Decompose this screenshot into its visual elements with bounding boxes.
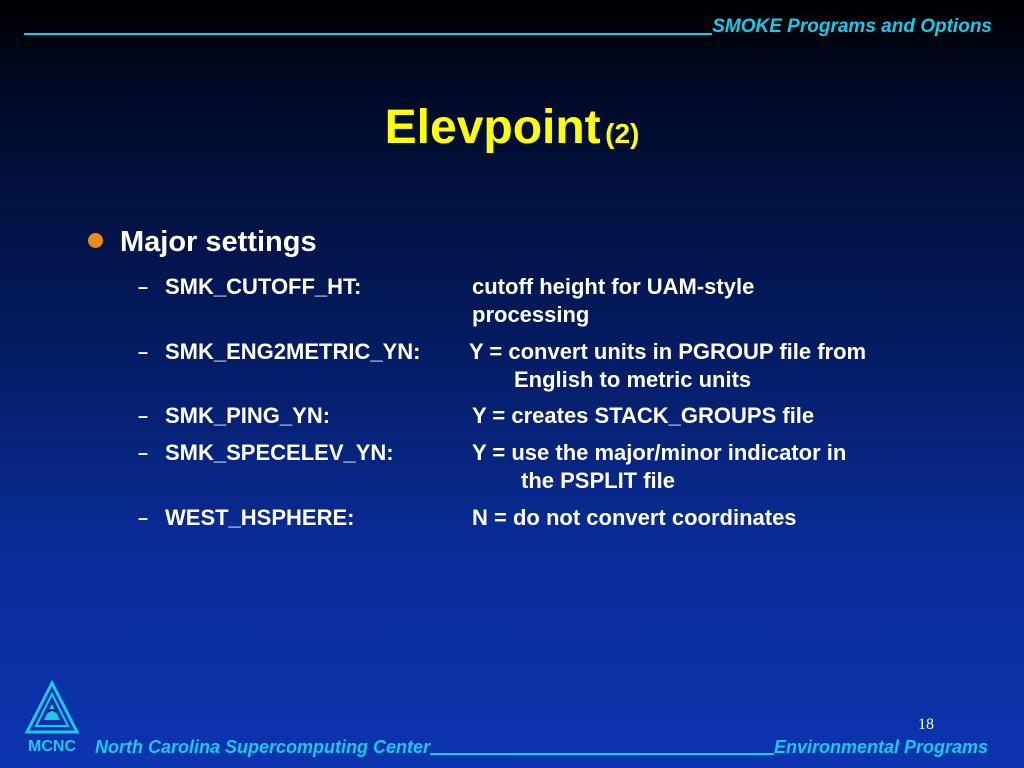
dash-icon: –: [138, 406, 149, 426]
bullet-major-settings: [88, 226, 317, 259]
bullet-dot-icon: [88, 233, 103, 248]
page-number: 18: [918, 716, 934, 733]
header-text: SMOKE Programs and Options: [712, 16, 992, 37]
setting-value: Y = use the major/minor indicator in: [472, 440, 847, 465]
mcnc-logo: [20, 680, 84, 764]
mcnc-triangle-logo-icon: [24, 680, 80, 736]
header-rule: [24, 33, 712, 35]
setting-key: SMK_ENG2METRIC_YN:: [165, 339, 421, 364]
setting-value: cutoff height for UAM-style: [472, 274, 755, 299]
setting-value: Y = convert units in PGROUP file from: [469, 339, 867, 364]
dash-icon: –: [138, 508, 149, 528]
setting-value-cont: processing: [472, 302, 590, 327]
setting-key: SMK_CUTOFF_HT:: [165, 274, 362, 299]
setting-value: N = do not convert coordinates: [472, 505, 797, 530]
title-sub: (2): [605, 118, 640, 149]
footer-left: North Carolina Supercomputing Center: [95, 737, 431, 757]
slide-title: [0, 100, 1024, 155]
setting-key: SMK_SPECELEV_YN:: [165, 440, 394, 465]
dash-icon: –: [138, 443, 149, 463]
footer-rule: [430, 753, 774, 755]
setting-key: WEST_HSPHERE:: [165, 505, 355, 530]
slide-footer: [95, 734, 988, 758]
slide-header: [24, 14, 992, 38]
bullet-label: Major settings: [120, 226, 317, 258]
dash-icon: –: [138, 342, 149, 362]
title-main: Elevpoint: [384, 101, 601, 154]
setting-value: Y = creates STACK_GROUPS file: [472, 403, 815, 428]
footer-right: Environmental Programs: [773, 737, 988, 757]
logo-text: MCNC: [28, 738, 76, 755]
setting-key: SMK_PING_YN:: [165, 403, 331, 428]
setting-value-cont: English to metric units: [514, 367, 752, 392]
dash-icon: –: [138, 277, 149, 297]
setting-value-cont: the PSPLIT file: [521, 468, 676, 493]
